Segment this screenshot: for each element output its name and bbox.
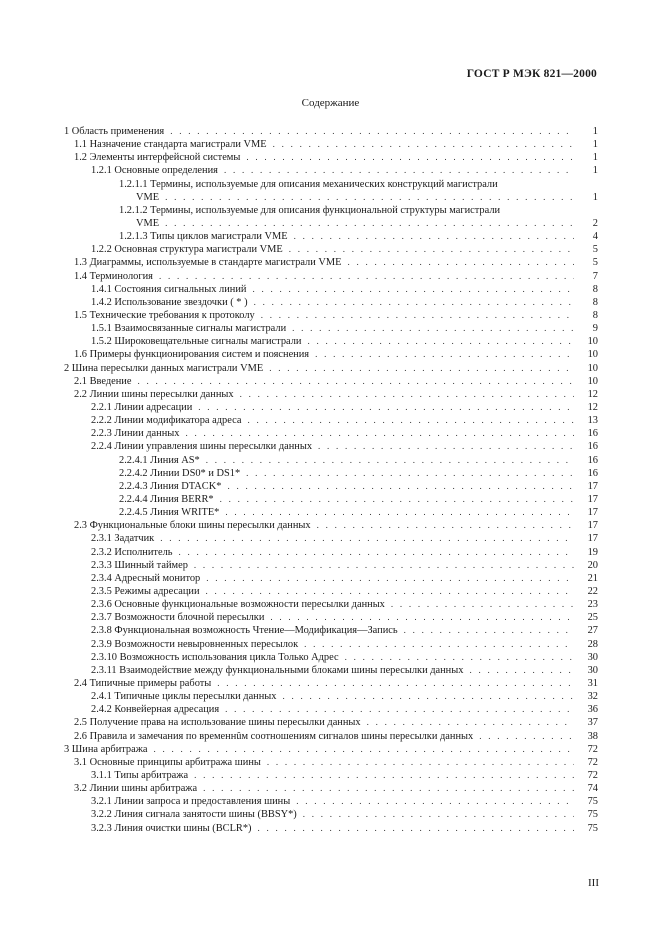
- toc-entry-page: 12: [587, 388, 598, 400]
- toc-entry-title: 3.2.1 Линии запроса и предоставления шины: [91, 796, 291, 808]
- document-header: ГОСТ Р МЭК 821—2000: [466, 68, 597, 80]
- toc-entry: [64, 559, 598, 572]
- toc-entry: [64, 493, 598, 506]
- toc-entry: [64, 808, 598, 821]
- toc-entry-page: 4: [592, 231, 598, 243]
- leader-dots: [269, 138, 574, 151]
- toc-entry: [64, 164, 598, 177]
- toc-entry: [64, 283, 598, 296]
- toc-entry-page: 8: [592, 283, 598, 295]
- toc-entry: [64, 388, 598, 401]
- leader-dots: [213, 677, 574, 690]
- leader-dots: [303, 335, 574, 348]
- toc-entry: [64, 335, 598, 348]
- toc-entry-page: 10: [587, 336, 598, 348]
- page-number: III: [588, 877, 599, 889]
- leader-dots: [263, 756, 574, 769]
- toc-entry-title: 2.3.8 Функциональная возможность Чтение—Модификация—Запись: [91, 625, 398, 637]
- leader-dots: [161, 191, 574, 204]
- toc-entry: [64, 296, 598, 309]
- toc-entry-page: 16: [587, 467, 598, 479]
- toc-entry-page: 21: [587, 572, 598, 584]
- toc-entry: [64, 782, 598, 795]
- toc-entry: [64, 309, 598, 322]
- leader-dots: [216, 493, 574, 506]
- toc-entry: [64, 348, 598, 361]
- toc-entry: [64, 440, 598, 453]
- toc-entry-page: 16: [587, 441, 598, 453]
- leader-dots: [387, 598, 574, 611]
- toc-entry-page: 27: [587, 625, 598, 637]
- toc-entry-page: 30: [587, 664, 598, 676]
- toc-entry-title: 3.2 Линии шины арбитража: [74, 783, 198, 795]
- leader-dots: [166, 125, 574, 138]
- toc-entry: [64, 716, 598, 729]
- toc-entry-title: 1.2.1.3 Типы циклов магистрали VME: [119, 231, 288, 243]
- toc-entry-page: 32: [587, 691, 598, 703]
- toc-entry-title: 1 Область применения: [64, 126, 165, 137]
- toc-entry: [64, 677, 598, 690]
- leader-dots: [175, 546, 575, 559]
- toc-entry-page: 7: [592, 270, 598, 282]
- toc-entry-title: 1.2.1.2 Термины, используемые для описания функциональной структуры магистрали: [119, 204, 501, 216]
- leader-dots: [156, 532, 574, 545]
- toc-entry: [64, 151, 598, 164]
- toc-entry-title: 2.2 Линии шины пересылки данных: [74, 388, 234, 400]
- toc-entry-page: 37: [587, 717, 598, 729]
- toc-entry-title: 2.3.5 Режимы адресации: [91, 585, 200, 597]
- toc-entry-page: 17: [587, 480, 598, 492]
- toc-entry-title: 2.2.4.4 Линия BERR*: [119, 494, 214, 505]
- toc-entry-page: 38: [587, 730, 598, 742]
- toc-entry: [64, 638, 598, 651]
- toc-entry-page: 16: [587, 428, 598, 440]
- toc-entry-title: 1.1 Назначение стандарта магистрали VME: [74, 139, 267, 151]
- toc-entry-page: 72: [587, 769, 598, 781]
- toc-entry-title: 2.2.2 Линии модификатора адреса: [91, 415, 242, 427]
- leader-dots: [161, 217, 574, 230]
- toc-entry-page: 17: [587, 520, 598, 532]
- toc-entry-page: 23: [587, 599, 598, 611]
- toc-entry: [64, 769, 598, 782]
- toc-entry: [64, 743, 598, 756]
- toc-entry-page: 8: [592, 296, 598, 308]
- leader-dots: [221, 506, 574, 519]
- leader-dots: [250, 296, 574, 309]
- toc-entry-title: 2.3.1 Задатчик: [91, 533, 155, 545]
- toc-entry: [64, 256, 598, 269]
- leader-dots: [221, 703, 574, 716]
- toc-entry: [64, 664, 598, 677]
- leader-dots: [242, 151, 574, 164]
- toc-entry-title: 1.5.2 Широковещательные сигналы магистрали: [91, 336, 302, 348]
- toc-entry-title: 2.4 Типичные примеры работы: [74, 677, 212, 689]
- toc-entry-page: 17: [587, 494, 598, 505]
- toc-entry-title: 1.2.1.1 Термины, используемые для описания механических конструкций магистрали: [119, 178, 498, 190]
- toc-entry: [64, 822, 598, 835]
- toc-entry: [64, 598, 598, 611]
- toc-entry-title: 2.3.2 Исполнитель: [91, 546, 173, 558]
- toc-entry-page: 5: [592, 257, 598, 269]
- leader-dots: [363, 716, 574, 729]
- toc-entry-page: 22: [587, 585, 598, 597]
- toc-entry-title: 1.4 Терминология: [74, 270, 153, 282]
- leader-dots: [223, 480, 574, 493]
- leader-dots: [202, 454, 574, 467]
- toc-entry-title: 2.2.3 Линии данных: [91, 428, 180, 440]
- toc-entry-title: 2.3.3 Шинный таймер: [91, 559, 188, 571]
- toc-entry: [64, 322, 598, 335]
- toc-entry: [64, 138, 598, 151]
- toc-entry: [64, 427, 598, 440]
- leader-dots: [475, 730, 574, 743]
- leader-dots: [257, 309, 574, 322]
- leader-dots: [313, 519, 574, 532]
- toc-entry-page: 10: [587, 362, 598, 374]
- toc-entry: [64, 362, 598, 375]
- toc-entry-title: 1.5.1 Взаимосвязанные сигналы магистрали: [91, 323, 287, 335]
- toc-entry-page: 2: [592, 218, 598, 230]
- toc-entry-title: 2.3.9 Возможности невыровненных пересылок: [91, 638, 299, 650]
- toc-entry-title: 2.3.6 Основные функциональные возможности пересылки данных: [91, 599, 385, 611]
- leader-dots: [465, 664, 574, 677]
- toc-entry-title: 2.4.2 Конвейерная адресация: [91, 704, 220, 716]
- page-title: Содержание: [301, 97, 360, 109]
- toc-entry-page: 19: [587, 546, 598, 558]
- table-of-contents: [64, 125, 598, 835]
- toc-entry-page: 9: [592, 323, 598, 335]
- toc-entry-title: 1.2.1 Основные определения: [91, 165, 218, 177]
- toc-entry-page: 5: [592, 244, 598, 256]
- toc-entry-title: 2.3.4 Адресный монитор: [91, 572, 201, 584]
- toc-entry-title: 2.4.1 Типичные циклы пересылки данных: [91, 691, 277, 703]
- toc-entry: [64, 651, 598, 664]
- leader-dots: [181, 427, 574, 440]
- toc-entry-page: 25: [587, 612, 598, 624]
- toc-entry-title: 2.6 Правила и замечания по временнûм соотношениям сигналов шины пересылки данных: [74, 730, 474, 742]
- leader-dots: [300, 638, 574, 651]
- leader-dots: [278, 690, 574, 703]
- toc-entry-title: 2.5 Получение права на использование шины пересылки данных: [74, 717, 361, 729]
- toc-entry: [64, 480, 598, 493]
- toc-entry-title: 2.3.11 Взаимодействие между функциональными блоками шины пересылки данных: [91, 664, 464, 676]
- toc-entry-title: 2.1 Введение: [74, 375, 132, 387]
- toc-entry: [64, 546, 598, 559]
- leader-dots: [150, 743, 574, 756]
- toc-entry: [64, 243, 598, 256]
- toc-entry-title: 1.3 Диаграммы, используемые в стандарте магистрали VME: [74, 257, 342, 269]
- toc-entry: [64, 375, 598, 388]
- leader-dots: [285, 243, 574, 256]
- toc-entry-page: 28: [587, 638, 598, 650]
- leader-dots: [236, 388, 574, 401]
- leader-dots: [299, 808, 574, 821]
- toc-entry-page: 1: [592, 126, 598, 137]
- toc-entry: [64, 611, 598, 624]
- leader-dots: [190, 769, 574, 782]
- toc-entry-title: 3.1.1 Типы арбитража: [91, 769, 189, 781]
- toc-entry: [64, 585, 598, 598]
- toc-entry-title: 2.3.10 Возможность использования цикла Только Адрес: [91, 651, 339, 663]
- toc-entry-title: 2.3.7 Возможности блочной пересылки: [91, 612, 265, 624]
- toc-entry-title: 3.2.3 Линия очистки шины (BCLR*): [91, 822, 252, 834]
- toc-entry-title: 3.2.2 Линия сигнала занятости шины (BBSY*): [91, 809, 297, 821]
- toc-entry: [64, 178, 598, 204]
- leader-dots: [254, 822, 574, 835]
- toc-entry: [64, 454, 598, 467]
- toc-entry-title: 3 Шина арбитража: [64, 743, 148, 755]
- toc-entry: [64, 624, 598, 637]
- toc-entry: [64, 204, 598, 230]
- toc-entry-page: 10: [587, 375, 598, 387]
- toc-entry-title: 2.2.4.3 Линия DTACK*: [119, 480, 222, 492]
- leader-dots: [242, 467, 574, 480]
- toc-entry: [64, 572, 598, 585]
- toc-entry: [64, 467, 598, 480]
- leader-dots: [314, 440, 574, 453]
- toc-entry-title-continued: VME: [136, 191, 160, 203]
- toc-entry: [64, 703, 598, 716]
- toc-entry: [64, 230, 598, 243]
- leader-dots: [292, 795, 574, 808]
- toc-entry-title: 1.4.1 Состояния сигнальных линий: [91, 283, 247, 295]
- leader-dots: [265, 362, 574, 375]
- leader-dots: [190, 559, 574, 572]
- leader-dots: [202, 585, 574, 598]
- toc-entry-page: 30: [587, 651, 598, 663]
- toc-entry-page: 31: [587, 677, 598, 689]
- toc-entry: [64, 506, 598, 519]
- toc-entry: [64, 270, 598, 283]
- leader-dots: [199, 782, 574, 795]
- leader-dots: [194, 401, 574, 414]
- leader-dots: [155, 270, 574, 283]
- toc-entry-title: 3.1 Основные принципы арбитража шины: [74, 756, 261, 768]
- toc-entry-page: 75: [587, 796, 598, 808]
- toc-entry-title: 2.2.4.2 Линии DS0* и DS1*: [119, 467, 241, 479]
- toc-entry-title: 2.3 Функциональные блоки шины пересылки данных: [74, 520, 311, 532]
- toc-entry-page: 1: [592, 152, 598, 164]
- toc-entry-page: 16: [587, 454, 598, 466]
- toc-entry-title: 1.5 Технические требования к протоколу: [74, 310, 255, 322]
- leader-dots: [133, 375, 574, 388]
- toc-entry: [64, 690, 598, 703]
- toc-entry-page: 72: [587, 756, 598, 768]
- leader-dots: [341, 651, 574, 664]
- toc-entry-page: 1: [592, 191, 598, 203]
- leader-dots: [400, 624, 574, 637]
- toc-entry-title: 2.2.4.5 Линия WRITE*: [119, 507, 220, 519]
- toc-entry-page: 1: [592, 165, 598, 177]
- leader-dots: [290, 230, 574, 243]
- toc-entry: [64, 730, 598, 743]
- toc-entry-title: 2.2.1 Линии адресации: [91, 402, 193, 414]
- toc-entry-page: 74: [587, 783, 598, 795]
- toc-entry: [64, 795, 598, 808]
- toc-entry-page: 17: [587, 533, 598, 545]
- toc-entry: [64, 125, 598, 138]
- toc-entry-page: 8: [592, 310, 598, 322]
- toc-entry-page: 20: [587, 559, 598, 571]
- toc-entry-page: 1: [592, 139, 598, 151]
- toc-entry: [64, 519, 598, 532]
- leader-dots: [288, 322, 574, 335]
- toc-entry: [64, 756, 598, 769]
- toc-entry-title-continued: VME: [136, 218, 160, 230]
- leader-dots: [344, 256, 575, 269]
- leader-dots: [311, 348, 574, 361]
- toc-entry-title: 1.6 Примеры функционирования систем и пояснения: [74, 349, 310, 361]
- toc-entry-title: 1.2 Элементы интерфейсной системы: [74, 152, 241, 164]
- leader-dots: [220, 164, 574, 177]
- leader-dots: [248, 283, 574, 296]
- toc-entry-title: 1.4.2 Использование звездочки ( * ): [91, 296, 248, 308]
- toc-entry-page: 17: [587, 507, 598, 519]
- toc-entry-title: 2.2.4 Линии управления шины пересылки данных: [91, 441, 313, 453]
- toc-entry: [64, 414, 598, 427]
- toc-entry-page: 36: [587, 704, 598, 716]
- toc-entry-title: 2.2.4.1 Линия AS*: [119, 454, 200, 466]
- toc-entry-page: 13: [587, 415, 598, 427]
- toc-entry-page: 12: [587, 402, 598, 414]
- toc-entry: [64, 532, 598, 545]
- toc-entry-title: 1.2.2 Основная структура магистрали VME: [91, 244, 283, 256]
- toc-entry: [64, 401, 598, 414]
- toc-entry-page: 75: [587, 809, 598, 821]
- leader-dots: [202, 572, 574, 585]
- toc-entry-title: 2 Шина пересылки данных магистрали VME: [64, 362, 264, 374]
- leader-dots: [266, 611, 574, 624]
- toc-entry-page: 10: [587, 349, 598, 361]
- leader-dots: [243, 414, 574, 427]
- toc-entry-page: 72: [587, 743, 598, 755]
- toc-entry-page: 75: [587, 822, 598, 834]
